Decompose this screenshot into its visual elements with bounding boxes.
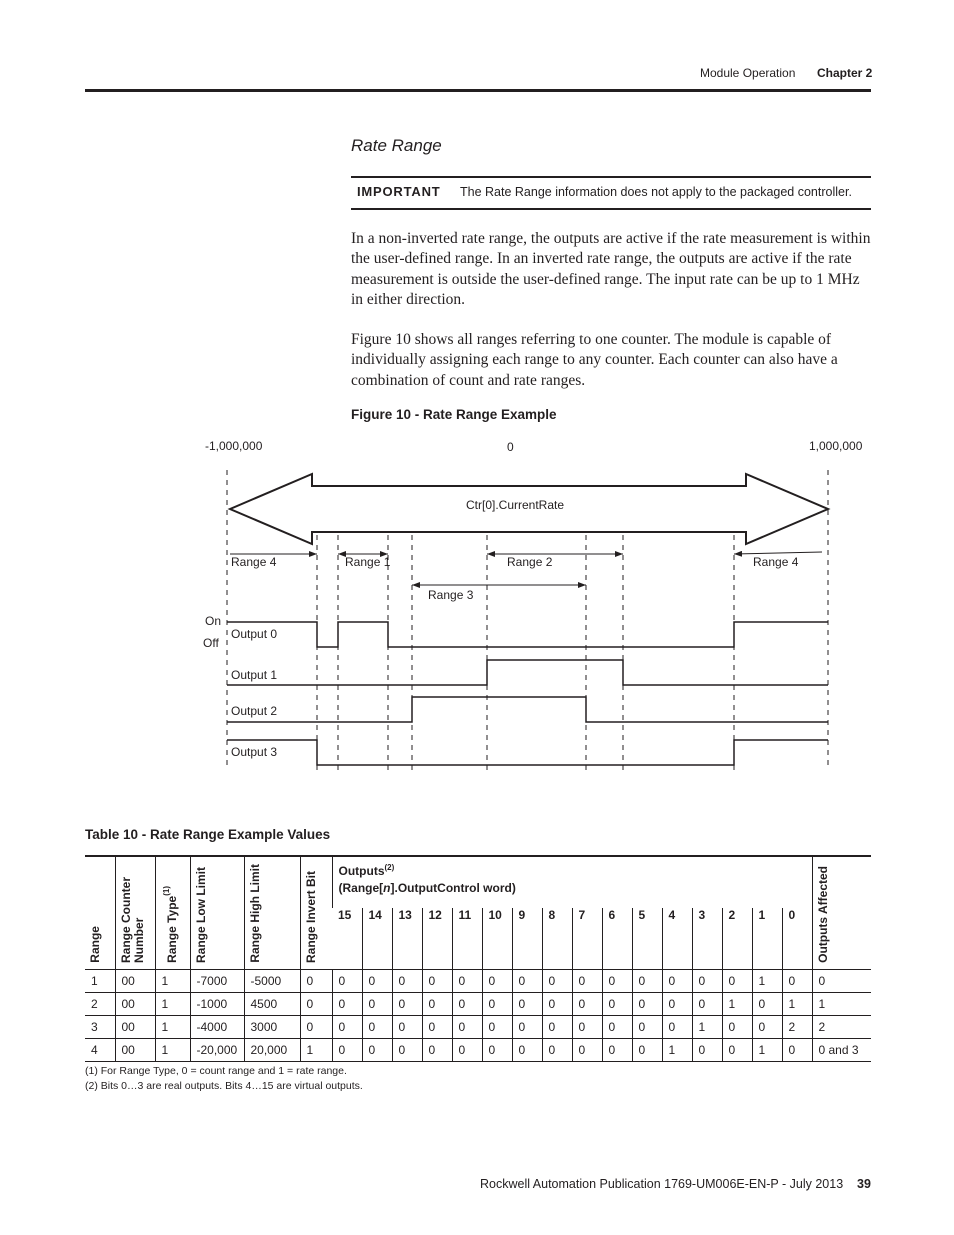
bit-header-12: 12 [422, 908, 452, 970]
cell-bit-1: 1 [752, 970, 782, 993]
cell-bit-5: 0 [632, 970, 662, 993]
cell-bit-7: 0 [572, 993, 602, 1016]
cell-bit-9: 0 [512, 1039, 542, 1062]
arrow-label: Ctr[0].CurrentRate [466, 498, 565, 512]
cell-low-limit: -1000 [190, 993, 244, 1016]
cell-high-limit: 4500 [244, 993, 300, 1016]
cell-bit-11: 0 [452, 970, 482, 993]
cell-invert-bit: 0 [300, 993, 332, 1016]
cell-invert-bit: 0 [300, 1016, 332, 1039]
cell-bit-12: 0 [422, 970, 452, 993]
cell-bit-2: 1 [722, 993, 752, 1016]
important-text: The Rate Range information does not apply to the packaged controller. [460, 185, 852, 199]
bit-header-7: 7 [572, 908, 602, 970]
col-header-type: Range Type$^{(1)}$ [155, 856, 190, 970]
cell-type: 1 [155, 993, 190, 1016]
header-section-title: Module Operation [700, 66, 796, 80]
cell-bit-5: 0 [632, 993, 662, 1016]
cell-bit-10: 0 [482, 1039, 512, 1062]
on-label: On [205, 614, 222, 628]
bit-header-5: 5 [632, 908, 662, 970]
cell-bit-4: 1 [662, 1039, 692, 1062]
cell-bit-5: 0 [632, 1039, 662, 1062]
range-boundary-guides [227, 470, 828, 770]
table-row [85, 993, 871, 1016]
cell-counter: 00 [115, 1016, 155, 1039]
cell-counter: 00 [115, 970, 155, 993]
cell-bit-5: 0 [632, 1016, 662, 1039]
cell-bit-12: 0 [422, 1039, 452, 1062]
cell-bit-7: 0 [572, 1016, 602, 1039]
important-label: IMPORTANT [357, 184, 441, 199]
cell-bit-14: 0 [362, 1016, 392, 1039]
cell-bit-15: 0 [332, 993, 362, 1016]
cell-bit-9: 0 [512, 970, 542, 993]
cell-bit-11: 0 [452, 993, 482, 1016]
bit-header-8: 8 [542, 908, 572, 970]
col-header-outputs-affected: Outputs Affected [812, 856, 871, 970]
cell-bit-0: 0 [782, 970, 812, 993]
cell-range: 4 [85, 1039, 115, 1062]
cell-low-limit: -20,000 [190, 1039, 244, 1062]
cell-bit-13: 0 [392, 1039, 422, 1062]
col-header-range: Range [85, 856, 115, 970]
cell-invert-bit: 1 [300, 1039, 332, 1062]
rate-range-values-table [85, 855, 871, 1062]
bit-header-0: 0 [782, 908, 812, 970]
cell-bit-8: 0 [542, 993, 572, 1016]
cell-bit-13: 0 [392, 993, 422, 1016]
cell-bit-8: 0 [542, 1016, 572, 1039]
table-row [85, 970, 871, 993]
cell-low-limit: -7000 [190, 970, 244, 993]
cell-bit-4: 0 [662, 993, 692, 1016]
cell-type: 1 [155, 1039, 190, 1062]
cell-bit-8: 0 [542, 1039, 572, 1062]
range-4-right-label: Range 4 [753, 555, 799, 569]
axis-min-label: -1,000,000 [205, 439, 263, 453]
footer-page-number: 39 [857, 1177, 871, 1191]
col-header-outputs: Outputs$^{(2)}$ (Range[n].OutputControl word) [332, 856, 812, 908]
cell-high-limit: 20,000 [244, 1039, 300, 1062]
cell-bit-3: 0 [692, 1039, 722, 1062]
bit-header-10: 10 [482, 908, 512, 970]
bit-header-6: 6 [602, 908, 632, 970]
range-4-right-arrow [734, 552, 822, 554]
cell-bit-8: 0 [542, 970, 572, 993]
cell-bit-13: 0 [392, 970, 422, 993]
output-1-waveform [227, 660, 828, 685]
cell-bit-12: 0 [422, 993, 452, 1016]
cell-type: 1 [155, 1016, 190, 1039]
output-2-label: Output 2 [231, 704, 278, 718]
cell-bit-3: 0 [692, 993, 722, 1016]
cell-bit-15: 0 [332, 1016, 362, 1039]
cell-bit-15: 0 [332, 970, 362, 993]
output-0-waveform [227, 622, 828, 647]
cell-bit-14: 0 [362, 970, 392, 993]
cell-bit-0: 2 [782, 1016, 812, 1039]
output-3-waveform [227, 740, 828, 765]
bit-header-9: 9 [512, 908, 542, 970]
range-2-label: Range 2 [507, 555, 553, 569]
col-header-high-limit: Range High Limit [244, 856, 300, 970]
cell-outputs-affected: 0 and 3 [812, 1039, 871, 1062]
cell-high-limit: -5000 [244, 970, 300, 993]
cell-bit-9: 0 [512, 1016, 542, 1039]
cell-invert-bit: 0 [300, 970, 332, 993]
cell-outputs-affected: 1 [812, 993, 871, 1016]
output-3-label: Output 3 [231, 745, 278, 759]
col-header-invert-bit: Range Invert Bit [300, 856, 332, 970]
table-row [85, 1039, 871, 1062]
cell-counter: 00 [115, 1039, 155, 1062]
cell-bit-11: 0 [452, 1016, 482, 1039]
figure-caption: Figure 10 - Rate Range Example [351, 407, 557, 422]
range-1-label: Range 1 [345, 555, 391, 569]
cell-bit-12: 0 [422, 1016, 452, 1039]
cell-bit-2: 0 [722, 1016, 752, 1039]
cell-bit-10: 0 [482, 970, 512, 993]
cell-bit-4: 0 [662, 1016, 692, 1039]
cell-bit-6: 0 [602, 1016, 632, 1039]
cell-type: 1 [155, 970, 190, 993]
bit-header-14: 14 [362, 908, 392, 970]
cell-bit-1: 0 [752, 993, 782, 1016]
bit-header-3: 3 [692, 908, 722, 970]
cell-bit-6: 0 [602, 993, 632, 1016]
range-3-label: Range 3 [428, 588, 474, 602]
cell-bit-1: 0 [752, 1016, 782, 1039]
cell-range: 1 [85, 970, 115, 993]
table-caption: Table 10 - Rate Range Example Values [85, 827, 331, 842]
cell-bit-4: 0 [662, 970, 692, 993]
table-header-row [85, 856, 871, 908]
cell-bit-3: 0 [692, 970, 722, 993]
cell-bit-15: 0 [332, 1039, 362, 1062]
cell-bit-2: 0 [722, 970, 752, 993]
cell-bit-14: 0 [362, 1039, 392, 1062]
cell-bit-14: 0 [362, 993, 392, 1016]
bit-header-4: 4 [662, 908, 692, 970]
body-paragraph-2: Figure 10 shows all ranges referring to one counter. The module is capable of individually assigning each range to any counter. Each counter can also have a combination of count and rate ranges. [351, 331, 838, 389]
cell-bit-7: 0 [572, 1039, 602, 1062]
range-4-left-label: Range 4 [231, 555, 277, 569]
cell-bit-2: 0 [722, 1039, 752, 1062]
body-paragraph-1: In a non-inverted rate range, the outputs are active if the rate measurement is within the user-defined range. In an inverted rate range, the outputs are active if the rate measurement is outside the user-defined range. The input rate can be up to 1 MHz in either direction. [351, 230, 871, 308]
cell-high-limit: 3000 [244, 1016, 300, 1039]
cell-bit-13: 0 [392, 1016, 422, 1039]
output-0-label: Output 0 [231, 627, 278, 641]
cell-bit-7: 0 [572, 970, 602, 993]
output-1-label: Output 1 [231, 668, 278, 682]
off-label: Off [203, 636, 219, 650]
cell-bit-6: 0 [602, 1039, 632, 1062]
section-title: Rate Range [351, 136, 442, 155]
col-header-low-limit: Range Low Limit [190, 856, 244, 970]
cell-outputs-affected: 2 [812, 1016, 871, 1039]
cell-bit-0: 1 [782, 993, 812, 1016]
bit-header-13: 13 [392, 908, 422, 970]
cell-bit-6: 0 [602, 970, 632, 993]
footer-publication: Rockwell Automation Publication 1769-UM006E-EN-P - July 2013 [480, 1177, 844, 1191]
footnote-1: (1) For Range Type, 0 = count range and 1 = rate range. [85, 1065, 347, 1077]
cell-range: 3 [85, 1016, 115, 1039]
table-row [85, 1016, 871, 1039]
header-chapter: Chapter 2 [817, 66, 873, 80]
cell-outputs-affected: 0 [812, 970, 871, 993]
col-header-counter: Range Counter Number [115, 856, 155, 970]
cell-bit-0: 0 [782, 1039, 812, 1062]
cell-counter: 00 [115, 993, 155, 1016]
cell-bit-10: 0 [482, 993, 512, 1016]
cell-bit-11: 0 [452, 1039, 482, 1062]
cell-bit-9: 0 [512, 993, 542, 1016]
axis-zero-label: 0 [507, 440, 514, 454]
cell-range: 2 [85, 993, 115, 1016]
axis-max-label: 1,000,000 [809, 439, 863, 453]
bit-header-1: 1 [752, 908, 782, 970]
footnote-2: (2) Bits 0…3 are real outputs. Bits 4…15 are virtual outputs. [85, 1080, 363, 1092]
bit-header-11: 11 [452, 908, 482, 970]
cell-low-limit: -4000 [190, 1016, 244, 1039]
bit-header-15: 15 [338, 907, 352, 922]
cell-bit-3: 1 [692, 1016, 722, 1039]
cell-bit-10: 0 [482, 1016, 512, 1039]
cell-bit-1: 1 [752, 1039, 782, 1062]
bit-header-2: 2 [722, 908, 752, 970]
